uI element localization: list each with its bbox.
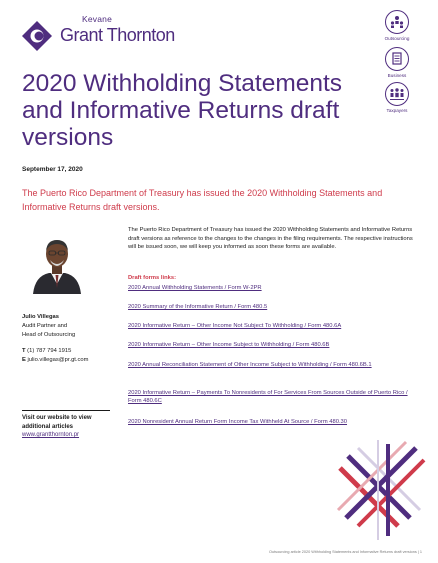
logo-brand-name: Grant Thornton — [60, 25, 175, 45]
author-role-line2: Head of Outsourcing — [22, 332, 76, 338]
author-phone: (1) 787 794 1915 — [27, 348, 72, 354]
nav-label-outsourcing: Outsourcing — [384, 36, 410, 41]
links-heading: Draft forms links: — [128, 275, 176, 281]
logo-kevane-text: Kevane — [82, 14, 113, 24]
group-icon — [385, 82, 409, 106]
author-email[interactable]: julio.villegas@pr.gt.com — [27, 357, 89, 363]
link-form-480-6b[interactable]: 2020 Informative Return – Other Income Subject to Withholding / Form 480.6B — [128, 342, 330, 348]
nav-label-taxpayers: Taxpayers — [386, 108, 408, 113]
link-form-w2pr[interactable]: 2020 Annual Withholding Statements / Form W-2PR — [128, 285, 262, 291]
link-form-480-5[interactable]: 2020 Summary of the Informative Return / Form 480.5 — [128, 304, 268, 310]
email-label: E — [22, 357, 26, 363]
nav-item-outsourcing[interactable] — [380, 10, 414, 41]
document-icon — [385, 47, 409, 71]
website-link[interactable]: www.grantthornton.pr — [22, 432, 80, 438]
author-name: Julio Villegas — [22, 314, 59, 320]
intro-paragraph: The Puerto Rico Department of Treasury has issued the 2020 Withholding Statements and Informative Returns draft versions. — [22, 188, 383, 212]
link-form-480-30[interactable]: 2020 Nonresident Annual Return Form Income Tax Withheld At Source / Form 480.30 — [128, 419, 348, 425]
article-date: September 17, 2020 — [22, 166, 83, 173]
link-form-480-6c[interactable]: 2020 Informative Return – Payments To Nonresidents of For Services From Sources Outside of Puerto Rico / Form 480.6C — [128, 390, 408, 405]
link-form-480-6a[interactable]: 2020 Informative Return – Other Income Not Subject To Withholding / Form 480.6A — [128, 323, 342, 329]
phone-label: T — [22, 348, 26, 354]
people-network-icon — [385, 10, 409, 34]
nav-item-business[interactable] — [380, 47, 414, 78]
author-phone-row — [22, 347, 122, 356]
company-logo — [22, 12, 192, 52]
nav-item-taxpayers[interactable] — [380, 82, 414, 113]
visit-website-box — [22, 410, 110, 440]
link-form-480-6b1[interactable]: 2020 Annual Reconciliation Statement of Other Income Subject to Withholding / Form 480.6B.1 — [128, 362, 372, 368]
author-info — [22, 313, 122, 365]
body-paragraph: The Puerto Rico Department of Treasury has issued the 2020 Withholding Statements and Informative Returns draft versions as reference to the changes to the changes in the filing requirements. The respective instructions will be issued soon, we will keep you informed as soon these forms are available. — [128, 227, 413, 250]
decorative-stripes-graphic — [328, 438, 432, 542]
grant-thornton-logo-mark — [22, 21, 52, 51]
visit-website-text: Visit our website to view additional articles — [22, 415, 92, 430]
page-footer: Outsourcing article 2020 Withholding Statements and Informative Returns draft versions | 1 — [269, 550, 422, 554]
page-title: 2020 Withholding Statements and Informative Returns draft versions — [22, 70, 343, 151]
nav-label-business: Business — [387, 73, 407, 78]
author-email-row — [22, 356, 122, 365]
author-role-line1: Audit Partner and — [22, 323, 68, 329]
author-photo — [29, 232, 85, 294]
